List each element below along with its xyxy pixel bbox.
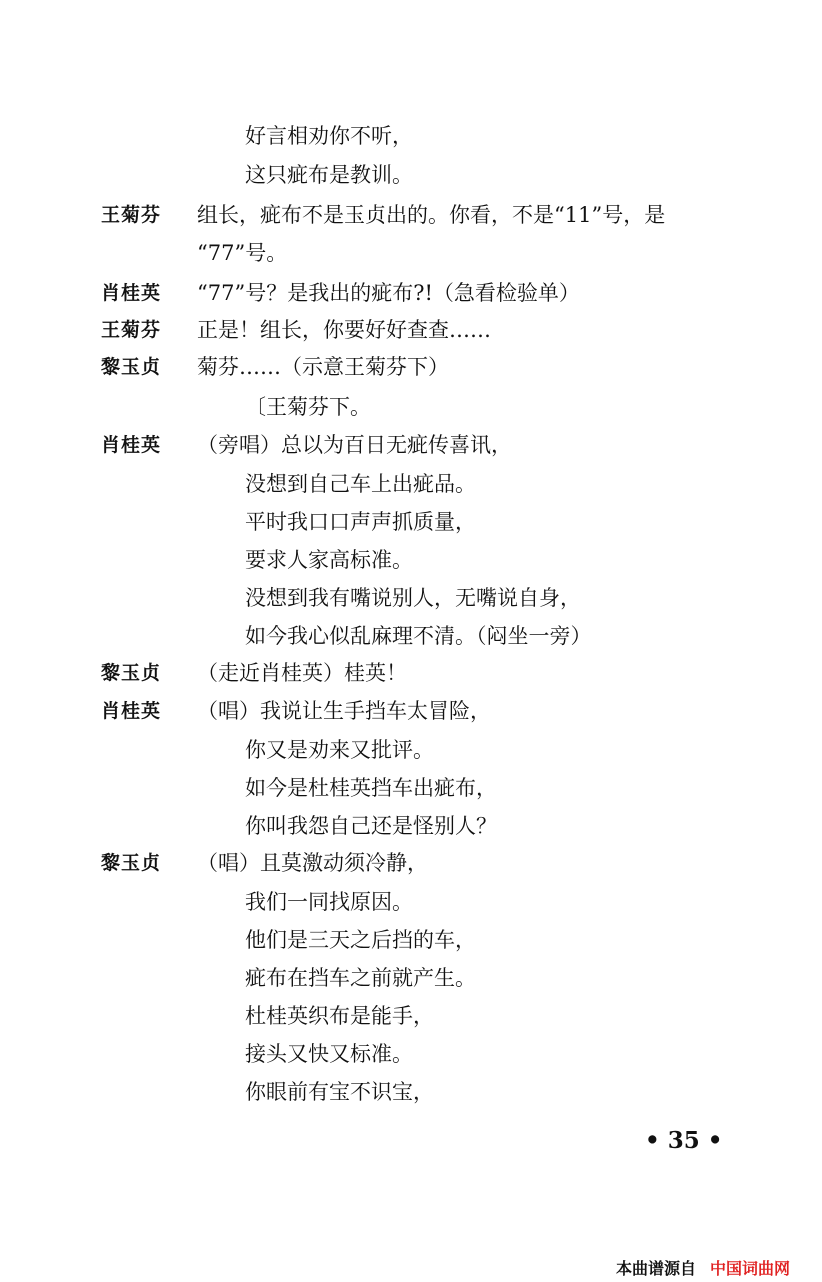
stage-direction: 〔王菊芬下。 [245, 395, 371, 419]
script-text: 没想到自己车上出疵品。 [245, 472, 476, 496]
speaker-name: 王菊芬 [101, 204, 162, 226]
script-text: （唱）且莫激动须冷静， [197, 851, 428, 875]
script-text: 没想到我有嘴说别人，无嘴说自身， [245, 586, 581, 610]
footer-source-label: 本曲谱源自 [616, 1259, 697, 1278]
page-number: • 35 • [645, 1127, 723, 1154]
script-text: （唱）我说让生手挡车太冒险， [197, 699, 491, 723]
script-text: 疵布在挡车之前就产生。 [245, 966, 476, 990]
speaker-name: 黎玉贞 [101, 356, 162, 378]
script-text: 你眼前有宝不识宝， [245, 1080, 434, 1104]
script-text: 要求人家高标准。 [245, 548, 413, 572]
script-text: 组长，疵布不是玉贞出的。你看，不是“11”号，是 [197, 203, 666, 227]
script-text: 正是！组长，你要好好查查…… [197, 318, 491, 342]
script-text: 杜桂英织布是能手， [245, 1004, 434, 1028]
speaker-name: 肖桂英 [101, 434, 162, 456]
script-text: 他们是三天之后挡的车， [245, 928, 476, 952]
script-text: “77”号。 [197, 241, 288, 265]
speaker-name: 王菊芬 [101, 319, 162, 341]
script-text: 你叫我怨自己还是怪别人？ [245, 814, 497, 838]
speaker-name: 肖桂英 [101, 700, 162, 722]
speaker-name: 肖桂英 [101, 282, 162, 304]
script-text: 好言相劝你不听， [245, 124, 413, 148]
script-text: 这只疵布是教训。 [245, 163, 413, 187]
script-text: 菊芬……（示意王菊芬下） [197, 355, 449, 379]
script-text: 我们一同找原因。 [245, 890, 413, 914]
speaker-name: 黎玉贞 [101, 852, 162, 874]
script-text: （走近肖桂英）桂英！ [197, 661, 407, 685]
script-text: 接头又快又标准。 [245, 1042, 413, 1066]
script-text: “77”号？是我出的疵布?!（急看检验单） [197, 281, 580, 305]
script-text: 你又是劝来又批评。 [245, 738, 434, 762]
speaker-name: 黎玉贞 [101, 662, 162, 684]
script-text: 如今是杜桂英挡车出疵布， [245, 776, 497, 800]
footer-site-link[interactable]: 中国词曲网 [710, 1259, 791, 1278]
source-footer [616, 1256, 790, 1279]
script-text: 如今我心似乱麻理不清。（闷坐一旁） [245, 624, 592, 648]
script-text: 平时我口口声声抓质量， [245, 510, 476, 534]
script-text: （旁唱）总以为百日无疵传喜讯， [197, 433, 512, 457]
